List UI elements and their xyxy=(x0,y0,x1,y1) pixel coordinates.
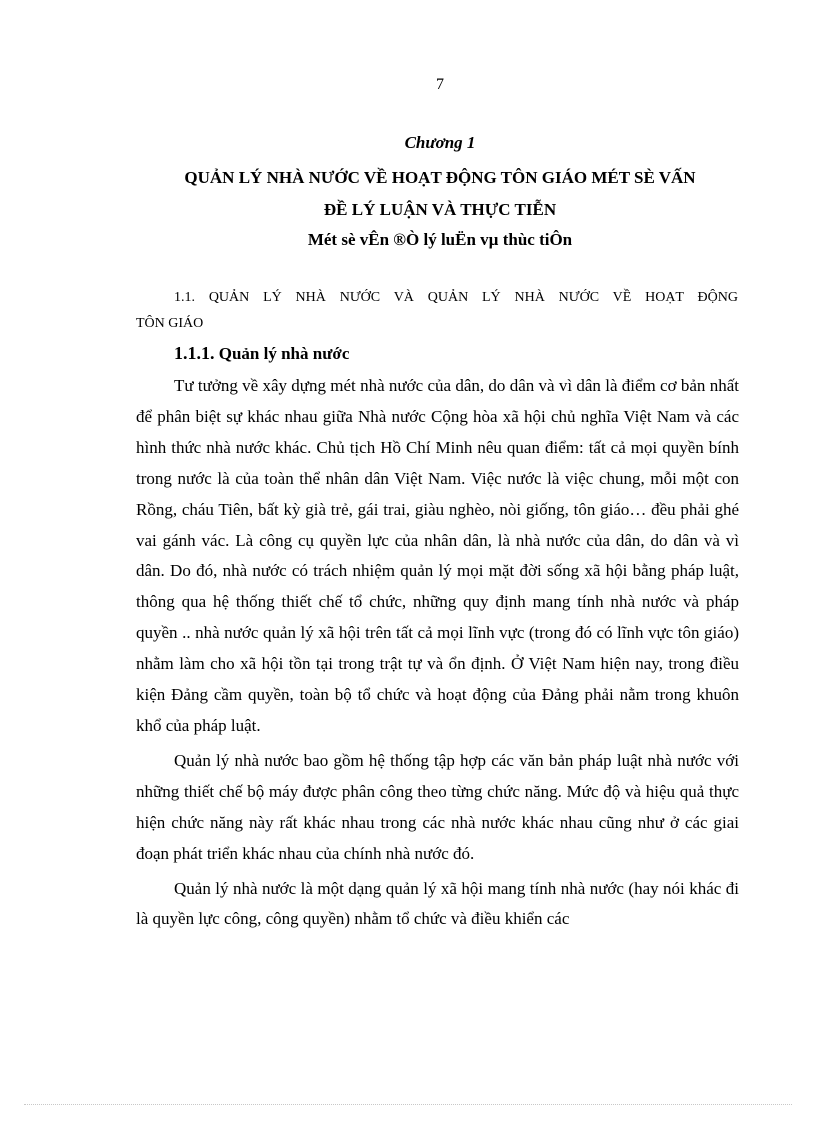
body-text xyxy=(136,371,739,935)
subsection-heading xyxy=(174,343,349,364)
chapter-title-line-1: QUẢN LÝ NHÀ NƯỚC VỀ HOẠT ĐỘNG TÔN GIÁO MÉT SÈ VẤN xyxy=(184,168,696,187)
paragraph-2: Quản lý nhà nước bao gồm hệ thống tập hợp các văn bản pháp luật nhà nước với những thiết chế bộ máy được phân công theo từng chức năng. Mức độ và hiệu quả thực hiện chức năng này rất khác nhau trong các nhà nước khác nhau cũng như ở các giai đoạn phát triển khác nhau của chính nhà nước đó. xyxy=(136,750,739,863)
paragraph-3: Quản lý nhà nước là một dạng quản lý xã hội mang tính nhà nước (hay nói khác đi là quyền lực công, công quyền) nhằm tổ chức và điều khiển các xyxy=(136,878,739,929)
section-heading xyxy=(136,285,738,337)
subsection-number: 1.1.1. xyxy=(174,343,215,363)
page-bottom-rule xyxy=(24,1104,792,1105)
paragraph-1: Tư tưởng về xây dựng mét nhà nước của dân, do dân và vì dân là điểm cơ bản nhất để phân biệt sự khác nhau giữa Nhà nước Cộng hòa xã hội chủ nghĩa Việt Nam và các hình thức nhà nước khác. Chủ tịch Hồ Chí Minh nêu quan điểm: tất cả mọi quyền bính trong nước là của toàn thể nhân dân Việt Nam. Việc nước là việc chung, mỗi một con Rồng, cháu Tiên, bất kỳ già trẻ, gái trai, giàu nghèo, nòi giống, tôn giáo… đều phải ghé vai gánh vác. Là công cụ quyền lực của nhân dân, là nhà nước của dân, do dân và vì dân. Do đó, nhà nước có trách nhiệm quản lý mọi mặt đời sống xã hội bằng pháp luật, thông qua hệ thống thiết chế tổ chức, những quy định mang tính nhà nước và pháp quyền .. nhà nước quản lý xã hội trên tất cả mọi lĩnh vực (trong đó có lĩnh vực tôn giáo) nhằm làm cho xã hội tồn tại trong trật tự và ổn định. Ở Việt Nam hiện nay, trong điều kiện Đảng cầm quyền, toàn bộ tổ chức và hoạt động của Đảng phải nằm trong khuôn khổ của pháp luật. xyxy=(136,376,739,735)
chapter-title xyxy=(135,162,745,226)
chapter-subtitle: Mét sè vÊn ®Ò lý luËn vµ thùc tiÔn xyxy=(307,230,573,249)
section-heading-line-1: 1.1. QUẢN LÝ NHÀ NƯỚC VÀ QUẢN LÝ NHÀ NƯỚC VỀ HOẠT ĐỘNG xyxy=(174,290,738,305)
subsection-title: Quản lý nhà nước xyxy=(218,344,350,363)
page-number: 7 xyxy=(436,76,444,93)
chapter-title-line-2: ĐỀ LÝ LUẬN VÀ THỰC TIỄN xyxy=(323,200,557,219)
chapter-label: Chương 1 xyxy=(404,133,476,152)
section-heading-line-2: TÔN GIÁO xyxy=(136,316,204,331)
